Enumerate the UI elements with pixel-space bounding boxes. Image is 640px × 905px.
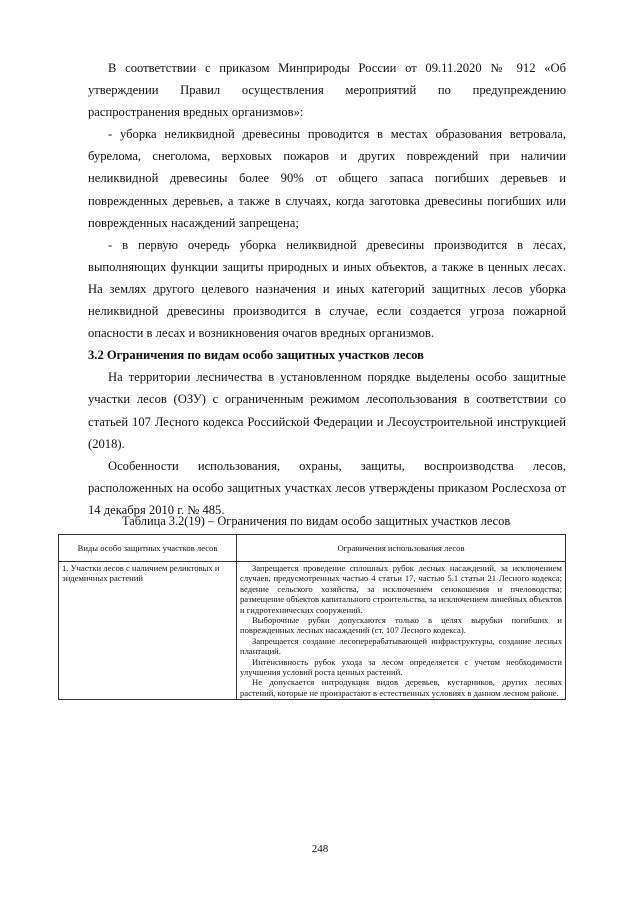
cell-text: Интенсивность рубок ухода за лесом определяется с учетом необходимости улучшения условий роста ценных растений. <box>240 656 562 678</box>
page-number: 248 <box>311 843 329 855</box>
table-header-row <box>59 535 566 562</box>
section-heading: 3.2 Ограничения по видам особо защитных участков лесов <box>88 348 424 363</box>
body-text <box>88 57 566 521</box>
paragraph: В соответствии с приказом Минприроды России от 09.11.2020 № 912 «Об утверждении Правил осуществления мероприятий по предупреждению распространения вредных организмов»: <box>88 61 566 120</box>
cell-text: Запрещается проведение сплошных рубок лесных насаждений, за исключением случаев, предусмотренных частью 4 статьи 17, частью 5.1 статьи 21 Лесного кодекса; ведение сельского хозяйства, за исключением сенокошения и пчеловодства; размещение объектов капитального строительства, за исключением линейных объектов и гидротехнических сооружений. <box>240 563 562 615</box>
cell-text: Не допускается интродукция видов деревьев, кустарников, других лесных растений, которые не произрастают в естественных условиях в данном лесном районе. <box>240 677 562 698</box>
paragraph: Особенности использования, охраны, защиты, воспроизводства лесов, расположенных на особо защитных участках лесов утверждены приказом Рослесхоза от 14 декабря 2010 г. № 485. <box>88 458 566 517</box>
paragraph: - уборка неликвидной древесины проводится в местах образования ветровала, бурелома, снеголома, верховых пожаров и других повреждений при наличии неликвидной древесины более 90% от общего запаса погибших деревьев и поврежденных деревьев, а также в случаях, когда заготовка древесины погибших или поврежденных насаждений запрещена; <box>88 127 566 230</box>
restrictions-table <box>58 534 566 700</box>
column-header-restrictions: Ограничения использования лесов <box>237 535 566 562</box>
paragraph: - в первую очередь уборка неликвидной древесины производится в лесах, выполняющих функции защиты природных и иных объектов, а также в ценных лесах. На землях другого целевого назначения и иных категорий защитных лесов уборка неликвидной древесины производится в случае, если создается угроза пожарной опасности в лесах и возникновения очагов вредных организмов. <box>88 237 566 341</box>
paragraph: На территории лесничества в установленном порядке выделены особо защитные участки лесов (ОЗУ) с ограниченным режимом лесопользования в соответствии со статьей 107 Лесного кодекса Российской Федерации и Лесоустроительной инструкцией (2018). <box>88 370 566 451</box>
cell-text: 1. Участки лесов с наличием реликтовых и эндемичных растений <box>62 563 220 584</box>
table-cell-kind <box>59 562 237 700</box>
table-cell-restrictions <box>237 562 566 700</box>
cell-text: Выборочные рубки допускаются только в целях вырубки погибших и поврежденных лесных насаждений (ст. 107 Лесного кодекса). <box>240 615 562 636</box>
table-row <box>59 562 566 700</box>
cell-text: Запрещается создание лесоперерабатывающей инфраструктуры, создание лесных плантаций. <box>240 635 562 657</box>
table-caption: Таблица 3.2(19) – Ограничения по видам особо защитных участков лесов <box>122 514 511 528</box>
column-header-kind: Виды особо защитных участков лесов <box>59 535 237 562</box>
